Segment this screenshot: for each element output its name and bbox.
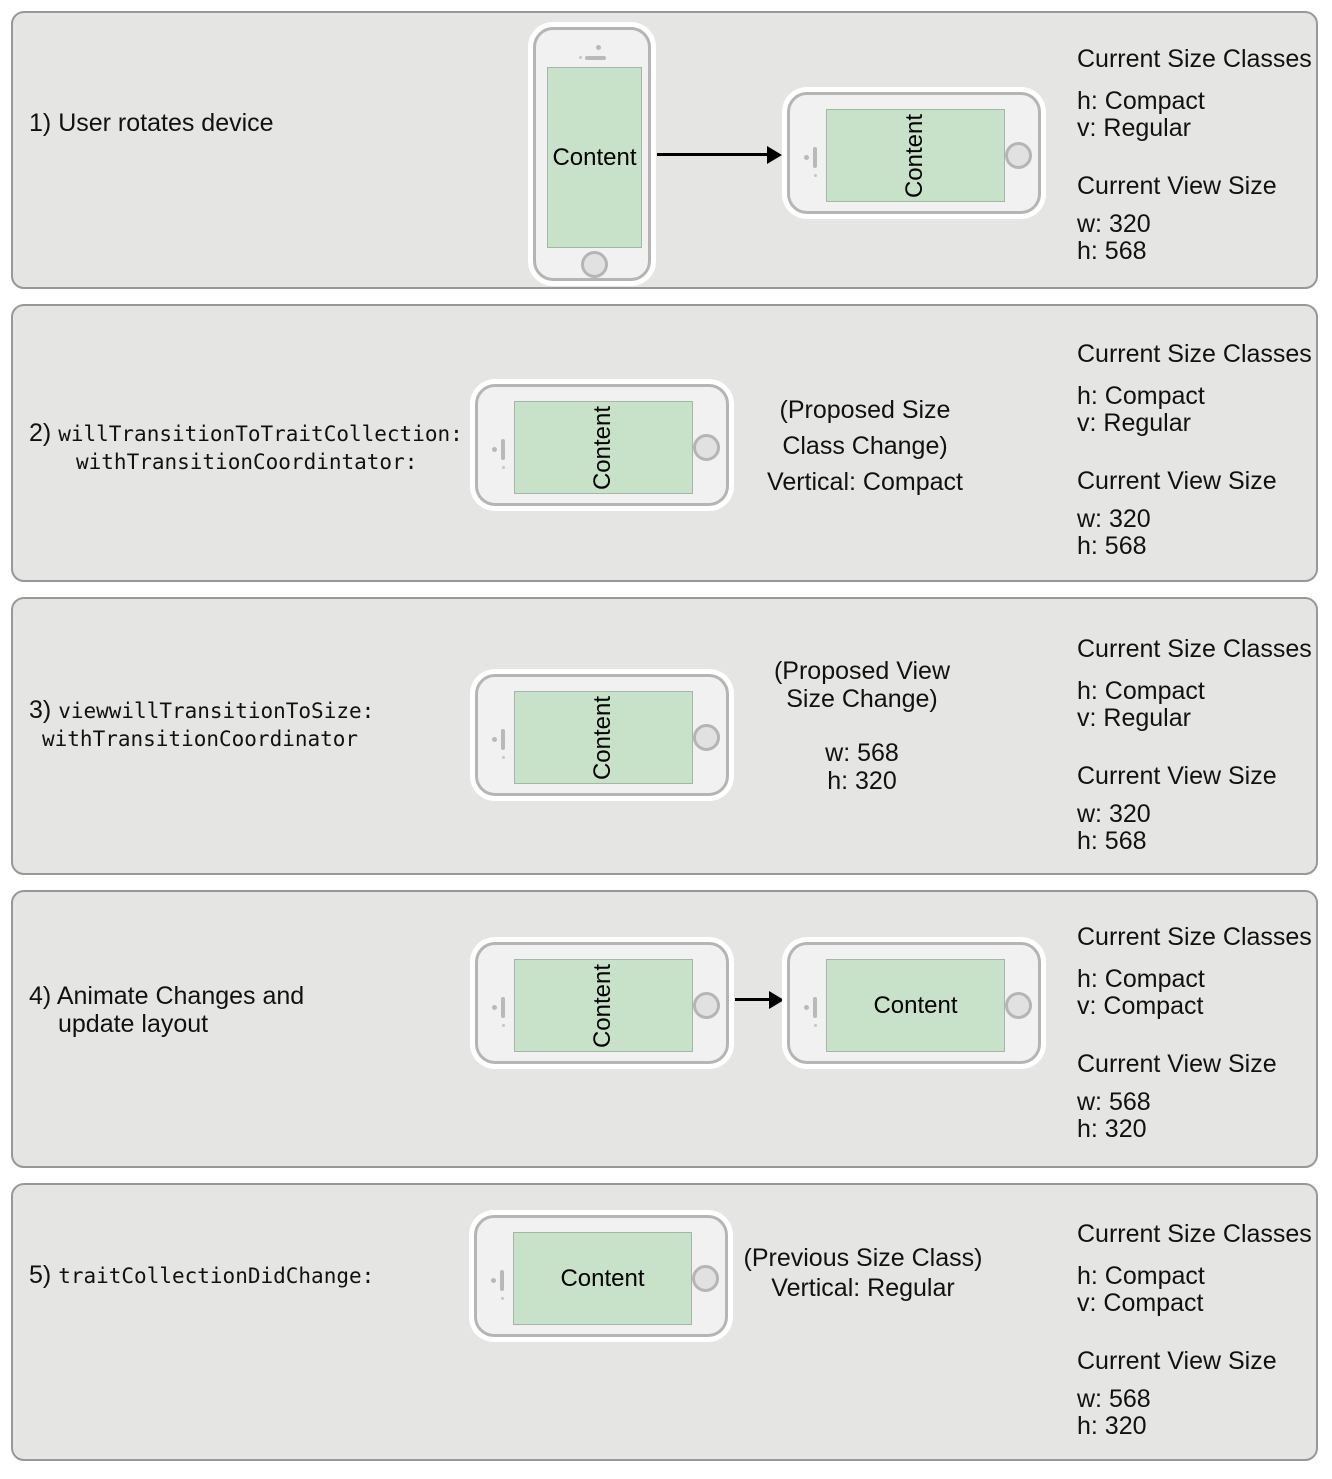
camera-dot-icon	[596, 45, 601, 50]
previous-size-class-note	[723, 1243, 1003, 1303]
step-label-line1	[29, 982, 304, 1010]
method-name: viewwillTransitionToSize:	[58, 699, 375, 723]
v-size-class: v: Compact	[1077, 1289, 1204, 1317]
speaker-icon	[585, 56, 606, 60]
speaker-icon	[500, 1270, 504, 1291]
iphone-landscape	[787, 942, 1041, 1064]
proposed-width: w: 568	[825, 739, 899, 767]
step-label	[29, 419, 463, 476]
speaker-icon	[501, 439, 505, 460]
content-label: Content	[873, 991, 958, 1019]
note-line: (Previous Size Class)	[743, 1244, 983, 1272]
panel-step-5	[11, 1183, 1318, 1461]
speaker-icon	[813, 997, 817, 1018]
camera-dot-icon	[804, 1005, 809, 1010]
v-size-class: v: Regular	[1077, 704, 1191, 732]
camera-dot-icon	[804, 155, 809, 160]
size-class-info	[1077, 637, 1312, 855]
step-number: 5)	[29, 1261, 52, 1289]
sensor-dot-icon	[502, 466, 505, 469]
h-size-class: h: Compact	[1077, 965, 1205, 993]
home-button	[692, 1265, 719, 1292]
note-line: Vertical: Regular	[771, 1274, 955, 1302]
transition-arrow-icon	[735, 998, 769, 1001]
speaker-icon	[501, 997, 505, 1018]
phone-screen	[826, 109, 1005, 202]
v-size-class: v: Regular	[1077, 114, 1191, 142]
content-label: Content	[552, 143, 637, 171]
size-classes-title: Current Size Classes	[1077, 340, 1312, 368]
step-label	[29, 1261, 374, 1290]
method-name: withTransitionCoordinator	[42, 727, 359, 751]
rotation-arrow-icon	[657, 153, 767, 156]
v-size-class: v: Regular	[1077, 409, 1191, 437]
camera-dot-icon	[492, 447, 497, 452]
method-name: traitCollectionDidChange:	[58, 1264, 375, 1288]
iphone-landscape	[475, 674, 729, 796]
step-number: 1)	[29, 109, 52, 137]
sensor-dot-icon	[814, 1024, 817, 1027]
step-label	[29, 982, 304, 1038]
size-class-info	[1077, 47, 1312, 265]
note-line: Class Change)	[782, 432, 948, 460]
home-button	[693, 992, 720, 1019]
view-height: h: 568	[1077, 532, 1147, 560]
view-size-title: Current View Size	[1077, 1347, 1277, 1375]
home-button	[1005, 142, 1032, 169]
note-line: Size Change)	[786, 685, 938, 713]
home-button	[693, 434, 720, 461]
h-size-class: h: Compact	[1077, 87, 1205, 115]
content-label: Content	[560, 1264, 645, 1292]
h-size-class: h: Compact	[1077, 382, 1205, 410]
speaker-icon	[501, 729, 505, 750]
phone-screen	[826, 959, 1005, 1052]
phone-screen	[514, 691, 693, 784]
sensor-dot-icon	[579, 56, 582, 59]
panel-step-1	[11, 11, 1318, 289]
home-button	[581, 251, 608, 278]
view-size-title: Current View Size	[1077, 762, 1277, 790]
step-number: 2)	[29, 419, 52, 447]
iphone-portrait	[533, 27, 651, 281]
size-class-info	[1077, 925, 1312, 1143]
view-height: h: 320	[1077, 1412, 1147, 1440]
view-height: h: 568	[1077, 237, 1147, 265]
step-label-line1	[29, 696, 374, 725]
method-name: withTransitionCoordintator:	[76, 450, 418, 474]
size-classes-title: Current Size Classes	[1077, 923, 1312, 951]
content-label: Content	[589, 405, 617, 490]
sensor-dot-icon	[814, 174, 817, 177]
step-label	[29, 109, 274, 137]
size-classes-title: Current Size Classes	[1077, 1220, 1312, 1248]
step-title: Animate Changes and	[56, 982, 305, 1010]
v-size-class: v: Compact	[1077, 992, 1204, 1020]
sensor-dot-icon	[502, 1024, 505, 1027]
speaker-icon	[813, 147, 817, 168]
phone-screen	[513, 1232, 692, 1325]
panel-step-3	[11, 597, 1318, 875]
phone-screen	[514, 401, 693, 494]
note-line: (Proposed View	[773, 657, 951, 685]
camera-dot-icon	[492, 737, 497, 742]
size-class-info	[1077, 342, 1312, 560]
view-width: w: 568	[1077, 1385, 1151, 1413]
h-size-class: h: Compact	[1077, 677, 1205, 705]
iphone-landscape	[787, 92, 1041, 214]
view-width: w: 320	[1077, 505, 1151, 533]
step-label	[29, 696, 374, 753]
phone-screen	[514, 959, 693, 1052]
sensor-dot-icon	[501, 1297, 504, 1300]
panel-step-2	[11, 304, 1318, 582]
method-name: willTransitionToTraitCollection:	[58, 422, 463, 446]
camera-dot-icon	[492, 1005, 497, 1010]
iphone-landscape	[475, 942, 729, 1064]
step-title-line2: update layout	[58, 1010, 209, 1038]
step-label-line1	[29, 419, 463, 448]
step-number: 3)	[29, 696, 52, 724]
view-size-title: Current View Size	[1077, 467, 1277, 495]
view-width: w: 320	[1077, 210, 1151, 238]
proposed-change-note	[745, 392, 985, 500]
content-label: Content	[589, 695, 617, 780]
note-line: (Proposed Size	[779, 396, 951, 424]
content-label: Content	[901, 113, 929, 198]
proposed-height: h: 320	[827, 767, 897, 795]
proposed-view-size	[742, 739, 982, 795]
view-width: w: 568	[1077, 1088, 1151, 1116]
note-line: Vertical: Compact	[767, 468, 963, 496]
home-button	[693, 724, 720, 751]
phone-screen	[547, 67, 642, 248]
h-size-class: h: Compact	[1077, 1262, 1205, 1290]
view-height: h: 320	[1077, 1115, 1147, 1143]
view-height: h: 568	[1077, 827, 1147, 855]
iphone-landscape	[475, 384, 729, 506]
view-size-title: Current View Size	[1077, 172, 1277, 200]
home-button	[1005, 992, 1032, 1019]
content-label: Content	[589, 963, 617, 1048]
size-classes-title: Current Size Classes	[1077, 635, 1312, 663]
camera-dot-icon	[491, 1278, 496, 1283]
size-class-info	[1077, 1222, 1312, 1440]
proposed-change-note	[742, 657, 982, 713]
step-number: 4)	[29, 982, 52, 1010]
iphone-landscape	[474, 1215, 728, 1337]
sensor-dot-icon	[502, 756, 505, 759]
panel-step-4	[11, 890, 1318, 1168]
step-title: User rotates device	[58, 109, 274, 137]
view-size-title: Current View Size	[1077, 1050, 1277, 1078]
size-classes-title: Current Size Classes	[1077, 45, 1312, 73]
view-width: w: 320	[1077, 800, 1151, 828]
